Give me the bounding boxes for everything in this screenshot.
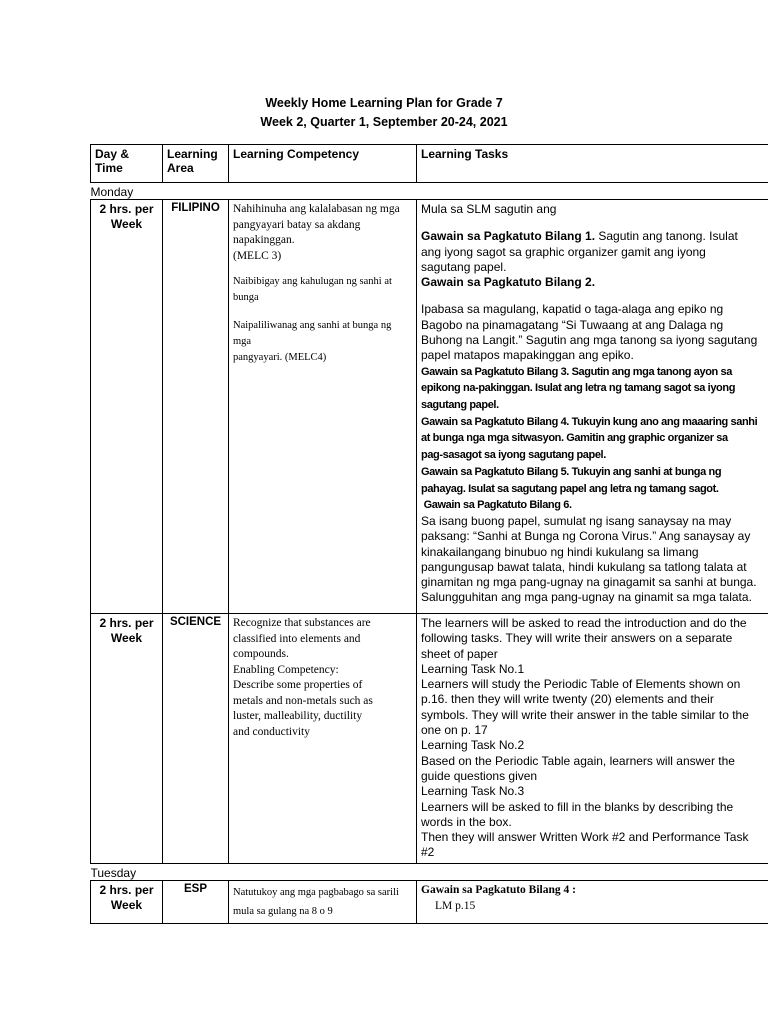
competency-text: Naipaliliwanag ang sanhi at bunga ng mga xyxy=(233,320,392,347)
learning-plan-table xyxy=(90,144,768,924)
task-text: Learning Task No.2 xyxy=(421,738,525,753)
task-text: Ipabasa sa magulang, kapatid o taga-alaga ang epiko ng xyxy=(421,302,724,317)
task-text: one on p. 17 xyxy=(421,723,488,738)
table-row-filipino xyxy=(91,200,768,614)
task-text: Gawain sa Pagkatuto Bilang 4. Tukuyin kung ano ang maaaring sanhi xyxy=(421,415,758,428)
day-label-monday: Monday xyxy=(90,185,134,199)
task-text: pag-sasagot sa iyong sagutang papel. xyxy=(421,449,606,462)
task-text: Learning Task No.3 xyxy=(421,784,525,799)
competency-text: classified into elements and xyxy=(233,632,361,645)
competency-text: luster, malleability, ductility xyxy=(233,710,363,722)
day-label-tuesday: Tuesday xyxy=(90,866,137,880)
task-text: Buhong na Langit.” Sagutin ang mga tanong sa iyong sagutang xyxy=(421,333,758,348)
competency-text: metals and non-metals such as xyxy=(233,694,373,707)
tasks-cell-science xyxy=(417,614,768,864)
competency-text: compounds. xyxy=(233,648,289,660)
task-text: Gawain sa Pagkatuto Bilang 5. Tukuyin ang sanhi at bunga ng xyxy=(421,465,722,478)
task-text: symbols. They will write their answer in the table similar to the xyxy=(421,707,749,722)
competency-cell-science xyxy=(229,614,417,864)
task-text: pahayag. Isulat sa sagutang papel ang letra ng tamang sagot. xyxy=(421,482,719,495)
header-day-time: Day & Time xyxy=(91,145,163,183)
learning-area-esp: ESP xyxy=(163,881,229,924)
competency-text: Describe some properties of xyxy=(233,679,363,691)
task-text: Based on the Periodic Table again, learners will answer the xyxy=(421,753,735,768)
task-text: #2 xyxy=(421,845,435,860)
task-text: p.16. then they will write twenty (20) elements and their xyxy=(421,692,714,707)
learning-area-science: SCIENCE xyxy=(163,614,229,864)
task-label: Gawain sa Pagkatuto Bilang 2. xyxy=(421,275,596,290)
task-text: sheet of paper xyxy=(421,646,498,661)
task-text: paksang: “Sanhi at Bunga ng Corona Virus.” Ang sanaysay ay xyxy=(421,529,751,544)
task-text: kinakailangang binubuo ng hindi kukulang sa limang xyxy=(421,544,699,559)
time-cell: 2 hrs. per Week xyxy=(91,614,163,864)
learning-area-filipino: FILIPINO xyxy=(163,200,229,614)
competency-cell-filipino xyxy=(229,200,417,614)
competency-text: Enabling Competency: xyxy=(233,663,339,676)
task-text: sagutang papel. xyxy=(421,399,499,412)
task-text: Learners will study the Periodic Table of Elements shown on xyxy=(421,677,741,692)
task-text: papel matapos mapakinggan ang epiko. xyxy=(421,348,634,363)
table-row-science xyxy=(91,614,768,864)
task-label: Gawain sa Pagkatuto Bilang 6. xyxy=(421,499,572,512)
time-cell: 2 hrs. per Week xyxy=(91,881,163,924)
task-text: guide questions given xyxy=(421,768,538,783)
competency-text: (MELC 3) xyxy=(233,249,282,262)
task-text: words in the box. xyxy=(421,814,512,829)
task-text: following tasks. They will write their answers on a separate xyxy=(421,631,733,646)
task-text: Sa isang buong papel, sumulat ng isang sanaysay na may xyxy=(421,514,732,528)
task-text: Salungguhitan ang mga pang-ugnay na ginamit sa mga talata. xyxy=(421,590,752,605)
task-text: at bunga nga mga sitwasyon. Gamitin ang graphic organizer sa xyxy=(421,432,728,445)
competency-text: pangyayari batay sa akdang napakinggan. xyxy=(233,218,361,246)
task-text: Mula sa SLM sagutin ang xyxy=(421,202,557,216)
task-label: Gawain sa Pagkatuto Bilang 4 : xyxy=(421,884,576,896)
task-text: Then they will answer Written Work #2 and Performance Task xyxy=(421,830,749,845)
competency-text: Recognize that substances are xyxy=(233,617,371,629)
tasks-cell-esp xyxy=(417,881,768,924)
competency-text: Nahihinuha ang kalalabasan ng mga xyxy=(233,203,400,215)
time-cell: 2 hrs. per Week xyxy=(91,200,163,614)
header-row xyxy=(91,145,768,183)
tasks-cell-filipino xyxy=(417,200,768,614)
task-text: Gawain sa Pagkatuto Bilang 3. Sagutin ang mga tanong ayon sa xyxy=(421,365,732,378)
task-text: sagutang papel. xyxy=(421,259,507,274)
task-text: The learners will be asked to read the introduction and do the xyxy=(421,616,747,630)
competency-cell-esp: Natutukoy ang mga pagbabago sa sarili mula sa gulang na 8 o 9 xyxy=(229,881,417,924)
task-text: Learning Task No.1 xyxy=(421,661,525,676)
competency-text: Naibibigay ang kahulugan ng sanhi at bunga xyxy=(233,276,392,303)
task-gawain-1 xyxy=(421,229,768,244)
header-learning-tasks: Learning Tasks xyxy=(417,145,768,183)
task-text: epikong na-pakinggan. Isulat ang letra ng tamang sagot sa iyong xyxy=(421,382,736,395)
task-text: Sagutin ang tanong. Isulat xyxy=(595,229,738,244)
competency-text: and conductivity xyxy=(233,725,310,738)
header-learning-competency: Learning Competency xyxy=(229,145,417,183)
competency-text: pangyayari. (MELC4) xyxy=(233,352,327,363)
task-text: ginamitan ng mga pang-ugnay na ginagamit sa sanhi at bunga. xyxy=(421,575,757,590)
plan-title: Weekly Home Learning Plan for Grade 7 xyxy=(265,96,503,110)
plan-subtitle: Week 2, Quarter 1, September 20-24, 2021 xyxy=(260,115,508,129)
task-text: Learners will be asked to fill in the blanks by describing the xyxy=(421,799,734,814)
task-text: ang iyong sagot sa graphic organizer gamit ang iyong xyxy=(421,244,706,259)
task-text: pangungusap bawat talata, hindi kukulang sa tatlong talata at xyxy=(421,559,747,574)
table-row-esp xyxy=(91,881,768,924)
header-learning-area: Learning Area xyxy=(163,145,229,183)
task-text: Bagobo na pinamagatang “Si Tuwaang at ang Dalaga ng xyxy=(421,317,724,332)
task-reference: LM p.15 xyxy=(435,899,476,912)
task-label: Gawain sa Pagkatuto Bilang 1. xyxy=(421,229,596,244)
